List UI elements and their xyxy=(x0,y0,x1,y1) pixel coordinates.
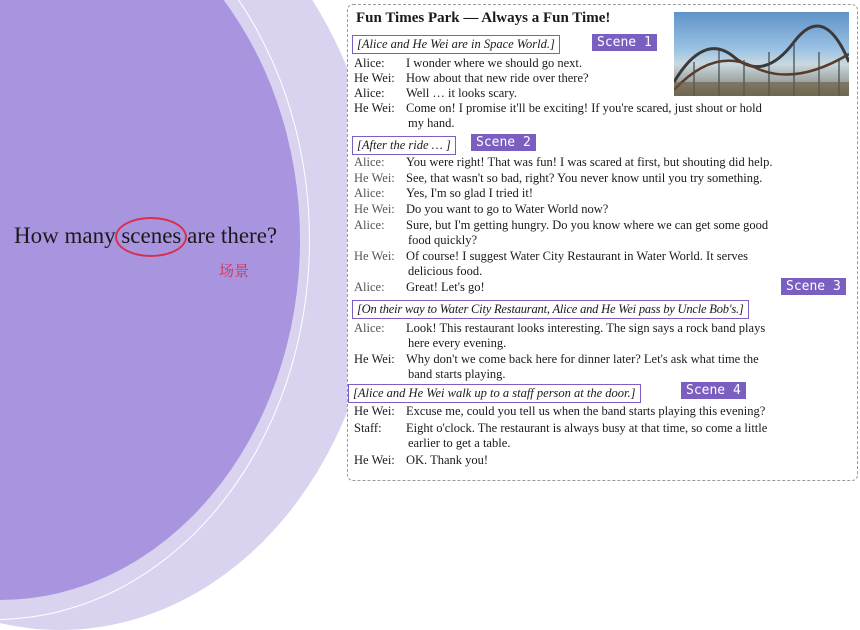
speaker-label: He Wei: xyxy=(354,404,395,418)
speaker-label: He Wei: xyxy=(354,249,395,263)
scene-tag-3: Scene 3 xyxy=(781,278,846,295)
dialogue-line xyxy=(354,248,748,264)
line-text: How about that new ride over there? xyxy=(406,71,589,85)
line-text: Come on! I promise it'll be exciting! If you're scared, just shout or hold xyxy=(406,101,762,115)
dialogue-line xyxy=(354,351,759,367)
dialogue-line xyxy=(354,279,485,295)
line-text: Do you want to go to Water World now? xyxy=(406,202,609,216)
dialogue-line xyxy=(354,55,582,71)
speaker-label: Alice: xyxy=(354,321,385,335)
line-text: Sure, but I'm getting hungry. Do you know where we can get some good xyxy=(406,218,769,232)
speaker-label: He Wei: xyxy=(354,101,395,115)
speaker-label: Staff: xyxy=(354,421,382,435)
line-text: You were right! That was fun! I was scared at first, but shouting did help. xyxy=(406,155,773,169)
question-after: are there? xyxy=(181,223,278,248)
dialogue-line xyxy=(354,70,589,86)
speaker-label: Alice: xyxy=(354,280,385,294)
stage-direction-2: [After the ride … ] xyxy=(352,136,456,155)
line-text: I wonder where we should go next. xyxy=(406,56,582,70)
dialogue-line xyxy=(354,154,773,170)
line-continuation: earlier to get a table. xyxy=(408,436,511,450)
speaker-label: Alice: xyxy=(354,186,385,200)
speaker-label: Alice: xyxy=(354,155,385,169)
scene-tag-1: Scene 1 xyxy=(592,34,657,51)
dialogue-line xyxy=(354,85,517,101)
speaker-label: He Wei: xyxy=(354,352,395,366)
stage-direction-3: [On their way to Water City Restaurant, Alice and He Wei pass by Uncle Bob's.] xyxy=(352,300,749,319)
dialogue-line xyxy=(354,403,765,419)
line-continuation: my hand. xyxy=(408,116,455,130)
question-text xyxy=(14,223,277,249)
roller-coaster-photo xyxy=(674,12,849,96)
line-continuation: band starts playing. xyxy=(408,367,506,381)
speaker-label: Alice: xyxy=(354,56,385,70)
line-text: Great! Let's go! xyxy=(406,280,485,294)
line-text: Why don't we come back here for dinner later? Let's ask what time the xyxy=(406,352,759,366)
dialogue-line xyxy=(354,185,533,201)
line-text: Excuse me, could you tell us when the band starts playing this evening? xyxy=(406,404,766,418)
dialogue-line xyxy=(354,320,765,336)
speaker-label: Alice: xyxy=(354,218,385,232)
line-text: Look! This restaurant looks interesting. The sign says a rock band plays xyxy=(406,321,766,335)
dialogue-line xyxy=(354,100,762,116)
stage-direction-1: [Alice and He Wei are in Space World.] xyxy=(352,35,560,54)
chinese-note: 场景 xyxy=(219,262,250,280)
line-text: Well … it looks scary. xyxy=(406,86,518,100)
dialogue-line xyxy=(354,420,767,436)
dialogue-line xyxy=(354,452,488,468)
dialogue-line xyxy=(354,170,762,186)
line-continuation: food quickly? xyxy=(408,233,478,247)
scene-tag-4: Scene 4 xyxy=(681,382,746,399)
line-text: Yes, I'm so glad I tried it! xyxy=(406,186,534,200)
scene-tag-2: Scene 2 xyxy=(471,134,536,151)
question-keyword-circled: scenes xyxy=(121,223,182,248)
line-text: Eight o'clock. The restaurant is always busy at that time, so come a little xyxy=(406,421,768,435)
stage-direction-4: [Alice and He Wei walk up to a staff person at the door.] xyxy=(348,384,641,403)
line-text: OK. Thank you! xyxy=(406,453,489,467)
speaker-label: He Wei: xyxy=(354,71,395,85)
line-continuation: delicious food. xyxy=(408,264,483,278)
line-text: Of course! I suggest Water City Restaurant in Water World. It serves xyxy=(406,249,749,263)
dialogue-line xyxy=(354,217,768,233)
question-before: How many xyxy=(14,223,122,248)
dialogue-title: Fun Times Park — Always a Fun Time! xyxy=(356,10,611,26)
line-continuation: here every evening. xyxy=(408,336,507,350)
speaker-label: He Wei: xyxy=(354,202,395,216)
speaker-label: He Wei: xyxy=(354,453,395,467)
speaker-label: Alice: xyxy=(354,86,385,100)
speaker-label: He Wei: xyxy=(354,171,395,185)
dialogue-line xyxy=(354,201,608,217)
line-text: See, that wasn't so bad, right? You never know until you try something. xyxy=(406,171,763,185)
